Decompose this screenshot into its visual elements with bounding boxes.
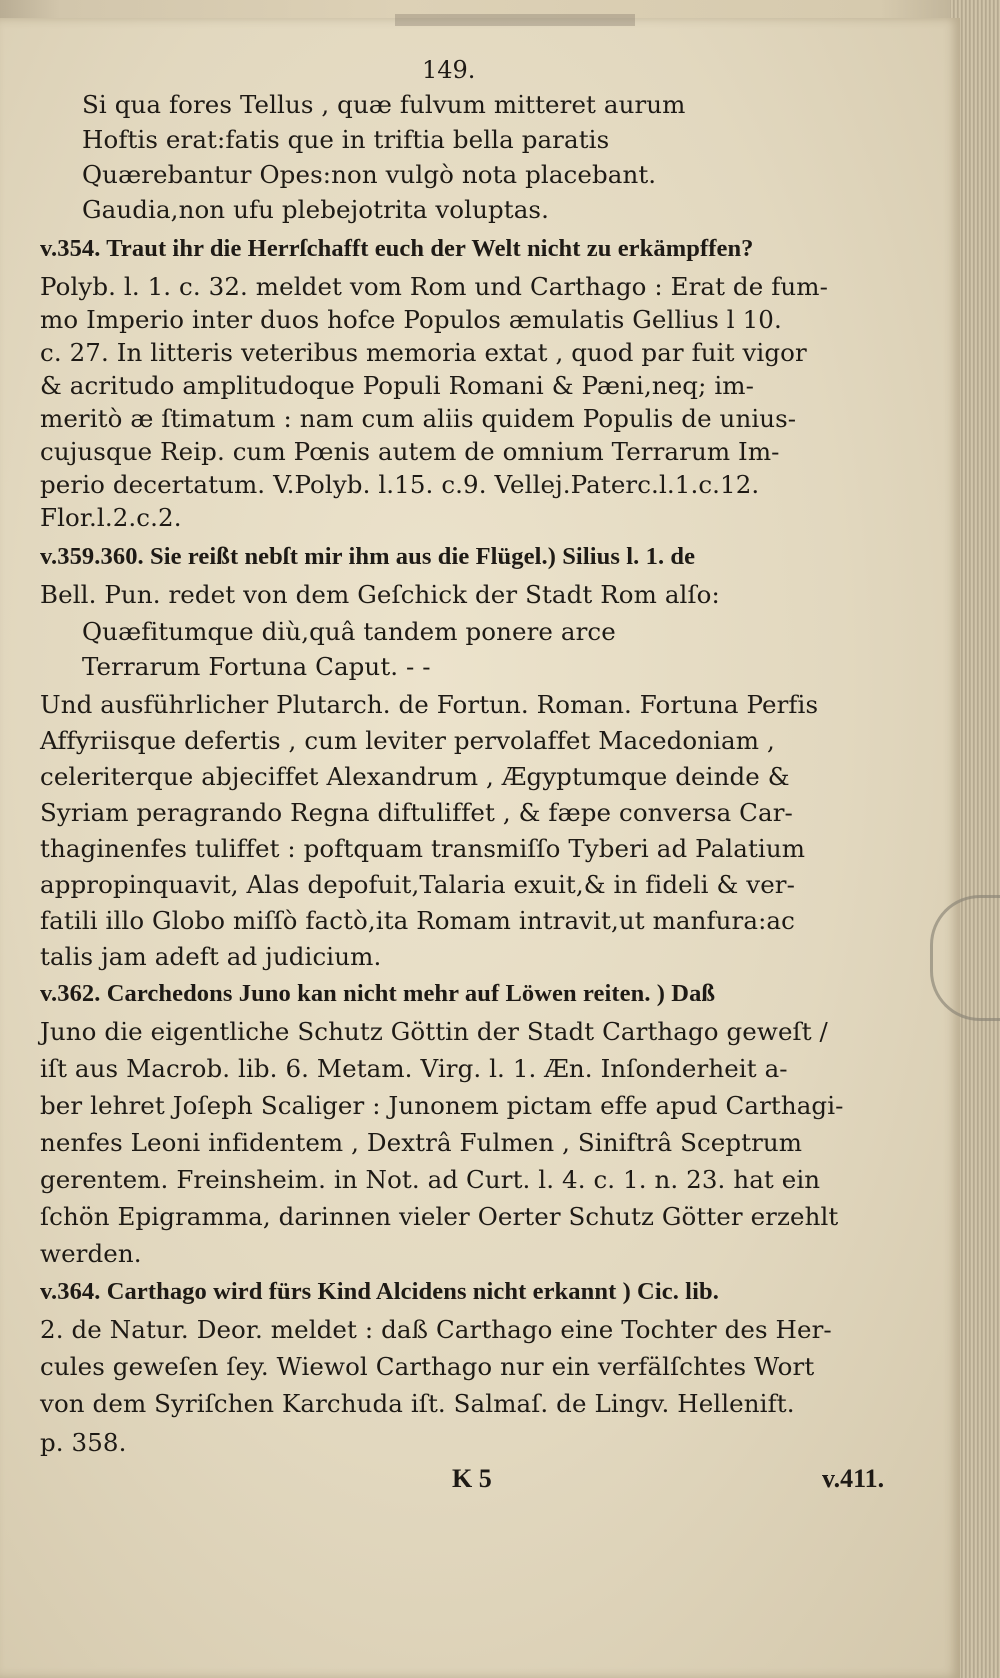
text-line: von dem Syriſchen Karchuda iſt. Salmaſ. de Lingv. Hellenift. [40, 1389, 795, 1418]
text-line: mo Imperio inter duos hofce Populos æmulatis Gellius l 10. [40, 305, 782, 334]
text-line: gerentem. Freinsheim. in Not. ad Curt. l. 4. c. 1. n. 23. hat ein [40, 1165, 821, 1194]
note-heading-v364: v.364. Carthago wird fürs Kind Alcidens nicht erkannt ) Cic. lib. [40, 1278, 719, 1305]
text-line: celeriterque abjeciffet Alexandrum , Ægyptumque deinde & [40, 762, 790, 791]
note-heading-v359: v.359.360. Sie reißt nebſt mir ihm aus die Flügel.) Silius l. 1. de [40, 543, 696, 570]
text-line: appropinquavit, Alas depofuit,Talaria exuit,& in fideli & ver- [40, 870, 795, 899]
torn-page-fragment [395, 14, 635, 26]
text-line: cules geweſen ſey. Wiewol Carthago nur ein verfälſchtes Wort [40, 1352, 815, 1381]
text-line: Flor.l.2.c.2. [40, 503, 182, 532]
text-line: Syriam peragrando Regna diftuliffet , & fæpe conversa Car- [40, 798, 793, 827]
text-line: Polyb. l. 1. c. 32. meldet vom Rom und Carthago : Erat de fum- [40, 272, 828, 301]
text-line: ber lehret Joſeph Scaliger : Junonem pictam effe apud Carthagi- [40, 1091, 844, 1120]
page-clip [930, 895, 1000, 1021]
text-line: thaginenfes tuliffet : poftquam transmiſſo Tyberi ad Palatium [40, 834, 806, 863]
text-line: Und ausführlicher Plutarch. de Fortun. Roman. Fortuna Perfis [40, 690, 819, 719]
verse-line: Quærebantur Opes:non vulgò nota placebant. [82, 160, 657, 189]
text-line: Bell. Pun. redet von dem Geſchick der Stadt Rom alſo: [40, 580, 720, 609]
text-line: ſchön Epigramma, darinnen vieler Oerter Schutz Götter erzehlt [40, 1202, 839, 1231]
quote-line: Quæfitumque diù,quâ tandem ponere arce [82, 617, 616, 646]
signature-mark: K 5 [452, 1464, 492, 1493]
text-line: meritò æ ſtimatum : nam cum aliis quidem Populis de unius- [40, 404, 797, 433]
text-line: 2. de Natur. Deor. meldet : daß Carthago eine Tochter des Her- [40, 1315, 832, 1344]
note-heading-v362: v.362. Carchedons Juno kan nicht mehr auf Löwen reiten. ) Daß [40, 980, 716, 1007]
text-line: Affyriisque defertis , cum leviter pervolaffet Macedoniam , [40, 726, 775, 755]
text-line: werden. [40, 1239, 142, 1268]
catchword: v.411. [822, 1464, 885, 1493]
page-number: 149. [422, 56, 476, 84]
note-heading-v354: v.354. Traut ihr die Herrſchafft euch der Welt nicht zu erkämpffen? [40, 235, 754, 262]
text-line: & acritudo amplitudoque Populi Romani & Pæni,neq; im- [40, 371, 754, 400]
verse-line: Hoftis erat:fatis que in triftia bella paratis [82, 125, 610, 154]
text-line: p. 358. [40, 1428, 127, 1457]
text-line: talis jam adeft ad judicium. [40, 942, 382, 971]
text-line: fatili illo Globo miſſò factò,ita Romam intravit,ut manfura:ac [40, 906, 795, 935]
text-line: iſt aus Macrob. lib. 6. Metam. Virg. l. 1. Æn. Inſonderheit a- [40, 1054, 788, 1083]
verse-line: Si qua fores Tellus , quæ fulvum mitteret aurum [82, 90, 686, 119]
text-line: Juno die eigentliche Schutz Göttin der Stadt Carthago geweſt / [40, 1017, 828, 1046]
text-line: nenfes Leoni infidentem , Dextrâ Fulmen , Siniftrâ Sceptrum [40, 1128, 803, 1157]
text-line: perio decertatum. V.Polyb. l.15. c.9. Vellej.Paterc.l.1.c.12. [40, 470, 760, 499]
text-line: cujusque Reip. cum Pœnis autem de omnium Terrarum Im- [40, 437, 780, 466]
verse-line: Gaudia,non ufu plebejotrita voluptas. [82, 195, 549, 224]
text-line: c. 27. In litteris veteribus memoria extat , quod par fuit vigor [40, 338, 807, 367]
quote-line: Terrarum Fortuna Caput. - - [82, 652, 431, 681]
